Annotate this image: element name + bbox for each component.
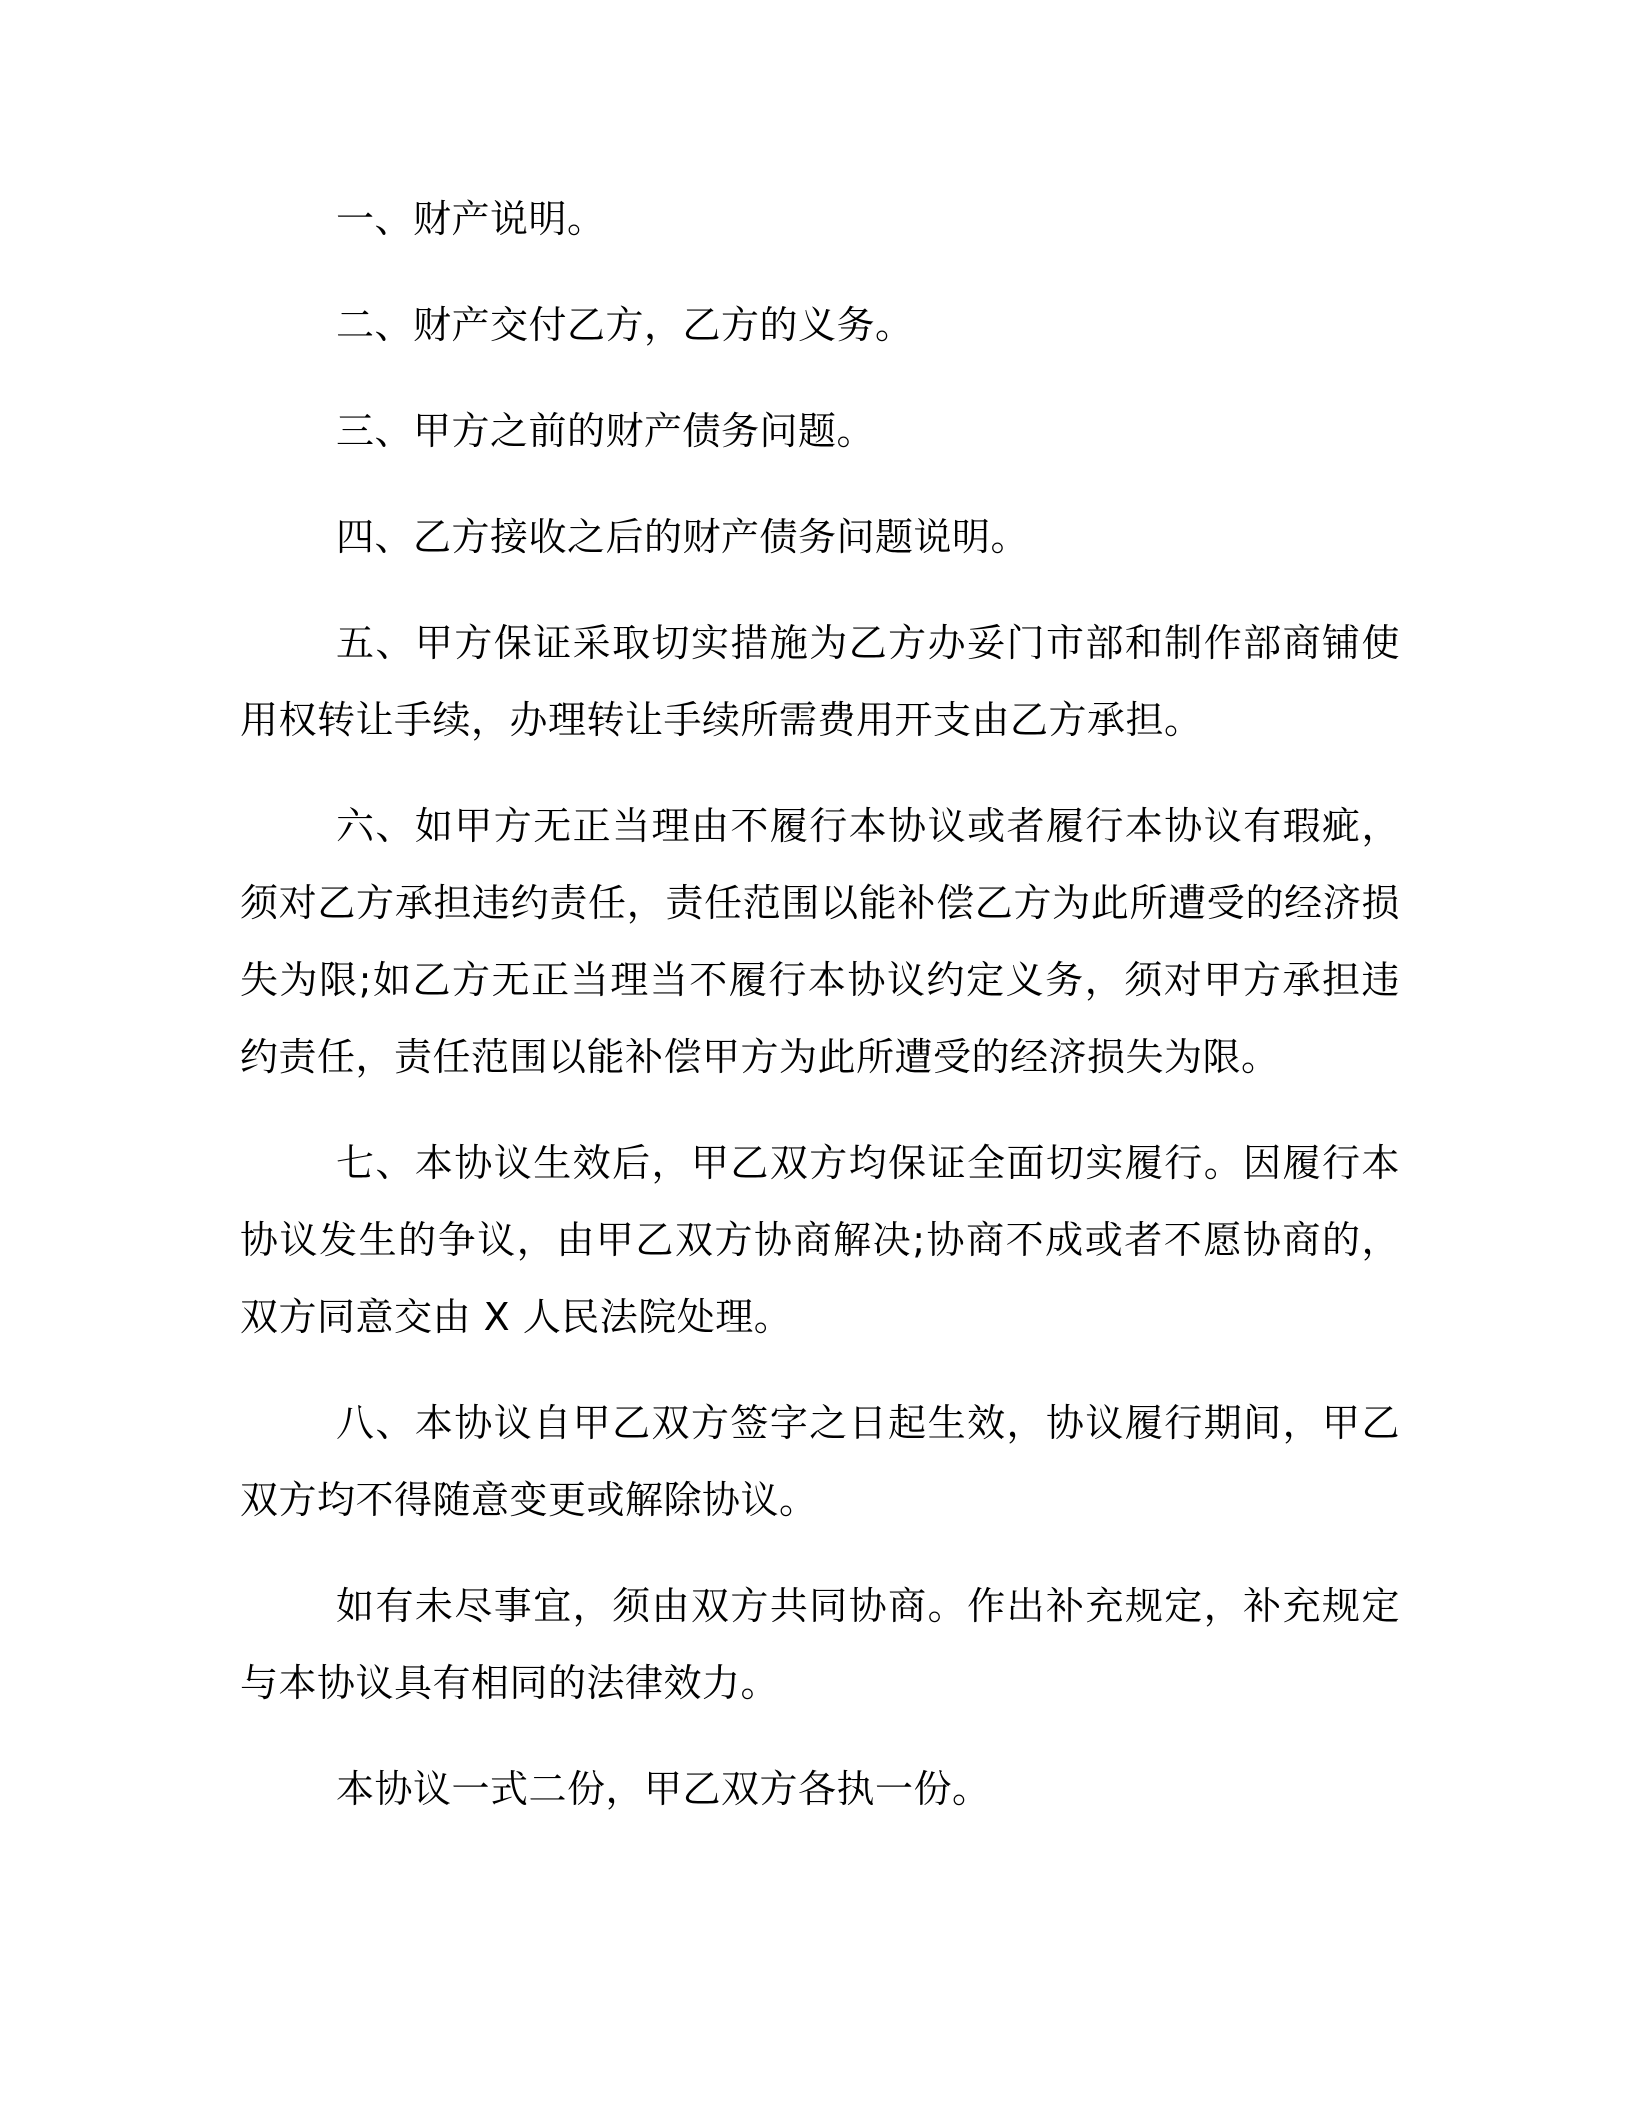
copies-clause: 本协议一式二份，甲乙双方各执一份。 bbox=[336, 1767, 991, 1811]
clause-3: 三、甲方之前的财产债务问题。 bbox=[336, 409, 876, 453]
clause-7: 七、本协议生效后，甲乙双方均保证全面切实履行。因履行本协议发生的争议，由甲乙双方协商解决;协商不成或者不愿协商的，双方同意交由 X 人民法院处理。 bbox=[240, 1141, 1400, 1339]
clause-1: 一、财产说明。 bbox=[336, 197, 606, 241]
clause-8: 八、本协议自甲乙双方签字之日起生效，协议履行期间，甲乙双方均不得随意变更或解除协议。 bbox=[240, 1401, 1400, 1522]
clause-6: 六、如甲方无正当理由不履行本协议或者履行本协议有瑕疵，须对乙方承担违约责任，责任范围以能补偿乙方为此所遭受的经济损失为限;如乙方无正当理当不履行本协议约定义务，须对甲方承担违约责任，责任范围以能补偿甲方为此所遭受的经济损失为限。 bbox=[240, 804, 1400, 1079]
clause-2: 二、财产交付乙方，乙方的义务。 bbox=[336, 303, 914, 347]
supplementary-clause: 如有未尽事宜，须由双方共同协商。作出补充规定，补充规定与本协议具有相同的法律效力。 bbox=[240, 1584, 1400, 1705]
clause-5: 五、甲方保证采取切实措施为乙方办妥门市部和制作部商铺使用权转让手续，办理转让手续所需费用开支由乙方承担。 bbox=[240, 621, 1400, 742]
clause-4: 四、乙方接收之后的财产债务问题说明。 bbox=[336, 515, 1030, 559]
document-body bbox=[240, 181, 1400, 1857]
